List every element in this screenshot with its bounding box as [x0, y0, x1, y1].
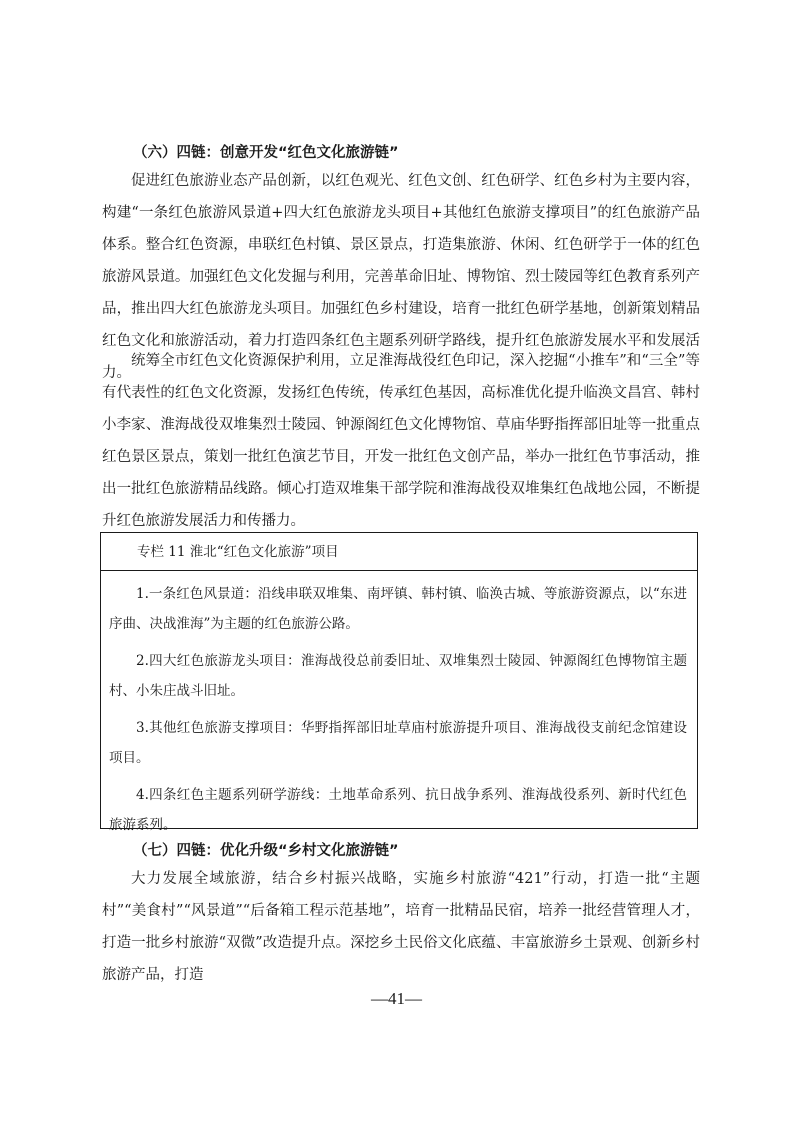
column-box-item: 3.其他红色旅游支撑项目：华野指挥部旧址草庙村旅游提升项目、淮海战役支前纪念馆建设项目。	[109, 720, 687, 766]
page-number: —41—	[371, 989, 422, 1008]
section-6-paragraph-2: 统筹全市红色文化资源保护利用，立足淮海战役红色印记，深入挖掘“小推车”和“三全”等有代表性的红色文化资源，发扬红色传统，传承红色基因，高标准优化提升临涣文昌宫、韩村小李家、淮海战役双堆集烈士陵园、钟源阁红色文化博物馆、草庙华野指挥部旧址等一批重点红色景区景点，策划一批红色演艺节目，开发一批红色文创产品，举办一批红色节事活动，推出一批红色旅游精品线路。倾心打造双堆集干部学院和淮海战役双堆集红色战地公园，不断提升红色旅游发展活力和传播力。	[102, 353, 700, 529]
column-box-item: 1.一条红色风景道：沿线串联双堆集、南坪镇、韩村镇、临涣古城、等旅游资源点，以“东进序曲、决战淮海”为主题的红色旅游公路。	[109, 586, 687, 632]
column-box	[100, 532, 698, 833]
column-box-item: 2.四大红色旅游龙头项目：淮海战役总前委旧址、双堆集烈士陵园、钟源阁红色博物馆主题村、小朱庄战斗旧址。	[109, 653, 687, 699]
section-6-heading: （六）四链：创意开发“红色文化旅游链”	[133, 145, 399, 161]
column-box-body	[101, 579, 697, 847]
column-box-item: 4.四条红色主题系列研学游线：土地革命系列、抗日战争系列、淮海战役系列、新时代红色旅游系列。	[109, 787, 687, 833]
section-7-heading: （七）四链：优化升级“乡村文化旅游链”	[133, 843, 399, 859]
section-6-paragraph-1: 促进红色旅游业态产品创新，以红色观光、红色文创、红色研学、红色乡村为主要内容，构建“一条红色旅游风景道+四大红色旅游龙头项目+其他红色旅游支撑项目”的红色旅游产品体系。整合红色资源，串联红色村镇、景区景点，打造集旅游、休闲、红色研学于一体的红色旅游风景道。加强红色文化发掘与利用，完善革命旧址、博物馆、烈士陵园等红色教育系列产品，推出四大红色旅游龙头项目。加强红色乡村建设，培育一批红色研学基地，创新策划精品红色文化和旅游活动，着力打造四条红色主题系列研学路线，提升红色旅游发展水平和发展活力。	[102, 173, 700, 381]
column-box-title: 专栏 11 淮北“红色文化旅游”项目	[101, 533, 697, 571]
section-7-paragraph: 大力发展全域旅游，结合乡村振兴战略，实施乡村旅游“421”行动，打造一批“主题村”“美食村”“风景道”“后备箱工程示范基地”，培育一批精品民宿，培养一批经营管理人才，打造一批乡村旅游“双微”改造提升点。深挖乡土民俗文化底蕴、丰富旅游乡土景观、创新乡村旅游产品，打造	[102, 871, 700, 983]
